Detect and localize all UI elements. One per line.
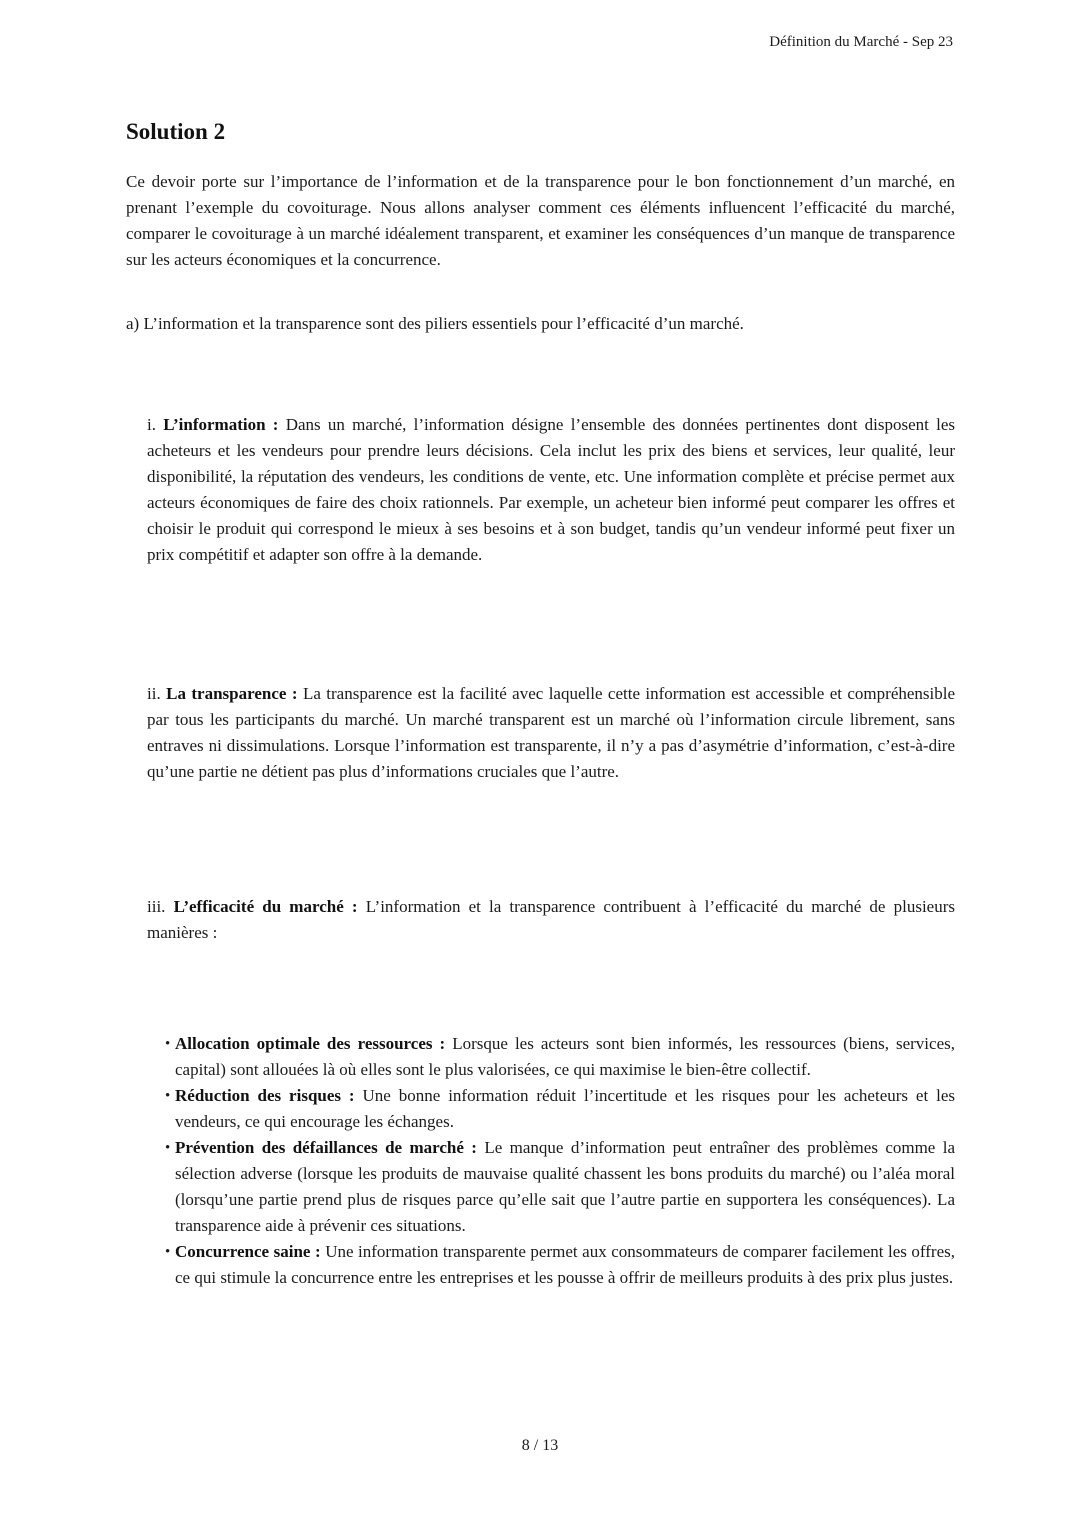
section-label: i. [147,415,156,434]
bullet-icon: • [165,1036,171,1052]
section-information [147,412,955,568]
bullet-text: Le manque d’information peut entraîner des problèmes comme la sélection adverse (lorsque les produits de mauvaise qualité chassent les bons produits du marché) ou l’aléa moral (lorsqu’une partie prend plus de risques parce qu’elle sait que l’autre partie en supportera les conséquences). La transparence aide à prévenir ces situations. [175,1138,956,1235]
section-efficacite-marche [147,894,955,946]
bullet-list [126,1031,955,1291]
bullet-term: Concurrence saine : [175,1242,321,1261]
bullet-icon: • [165,1140,171,1156]
page-title: Solution 2 [126,119,226,144]
bullet-item-allocation [126,1031,955,1083]
point-a-statement: a) L’information et la transparence sont des piliers essentiels pour l’efficacité d’un marché. [126,314,744,333]
section-term: La transparence : [166,684,298,703]
bullet-term: Prévention des défaillances de marché : [175,1138,477,1157]
bullet-term: Réduction des risques : [175,1086,355,1105]
section-text: Dans un marché, l’information désigne l’ensemble des données pertinentes dont disposent les acheteurs et les vendeurs pour prendre leurs décisions. Cela inclut les prix des biens et services, leur qualité, leur disponibilité, la réputation des vendeurs, les conditions de vente, etc. Une information complète et précise permet aux acteurs économiques de faire des choix rationnels. Par exemple, un acheteur bien informé peut comparer les offres et choisir le produit qui correspond le mieux à ses besoins et à son budget, tandis qu’un vendeur informé peut fixer un prix compétitif et adapter son offre à la demande. [147,415,956,564]
section-text: L’information et la transparence contribuent à l’efficacité du marché de plusieurs manières : [147,897,955,942]
bullet-term: Allocation optimale des ressources : [175,1034,446,1053]
bullet-icon: • [165,1088,171,1104]
bullet-text: Lorsque les acteurs sont bien informés, les ressources (biens, services, capital) sont allouées là où elles sont le plus valorisées, ce qui maximise le bien-être collectif. [175,1034,955,1079]
section-label: ii. [147,684,161,703]
bullet-text: Une bonne information réduit l’incertitude et les risques pour les acheteurs et les vendeurs, ce qui encourage les échanges. [175,1086,955,1131]
section-term: L’information : [163,415,279,434]
section-text: La transparence est la facilité avec laquelle cette information est accessible et compréhensible par tous les participants du marché. Un marché transparent est un marché où l’information circule librement, sans entraves ni dissimulations. Lorsque l’information est transparente, il n’y a pas d’asymétrie d’information, c’est-à-dire qu’une partie ne détient pas plus d’informations cruciales que l’autre. [147,684,956,781]
bullet-text: Une information transparente permet aux consommateurs de comparer facilement les offres, ce qui stimule la concurrence entre les entreprises et les pousse à offrir de meilleurs produits à des prix plus justes. [175,1242,956,1287]
running-header: Définition du Marché - Sep 23 [769,34,953,50]
intro-paragraph: Ce devoir porte sur l’importance de l’information et de la transparence pour le bon fonctionnement d’un marché, en prenant l’exemple du covoiturage. Nous allons analyser comment ces éléments influencent l’efficacité du marché, comparer le covoiturage à un marché idéalement transparent, et examiner les conséquences d’un manque de transparence sur les acteurs économiques et la concurrence. [126,172,955,269]
bullet-icon: • [165,1244,171,1260]
bullet-item-reduction-risques [126,1083,955,1135]
section-term: L’efficacité du marché : [173,897,358,916]
bullet-item-concurrence-saine [126,1239,955,1291]
bullet-item-prevention-defaillances [126,1135,955,1239]
section-label: iii. [147,897,166,916]
section-transparence [147,681,955,785]
page-number: 8 / 13 [521,1437,559,1454]
